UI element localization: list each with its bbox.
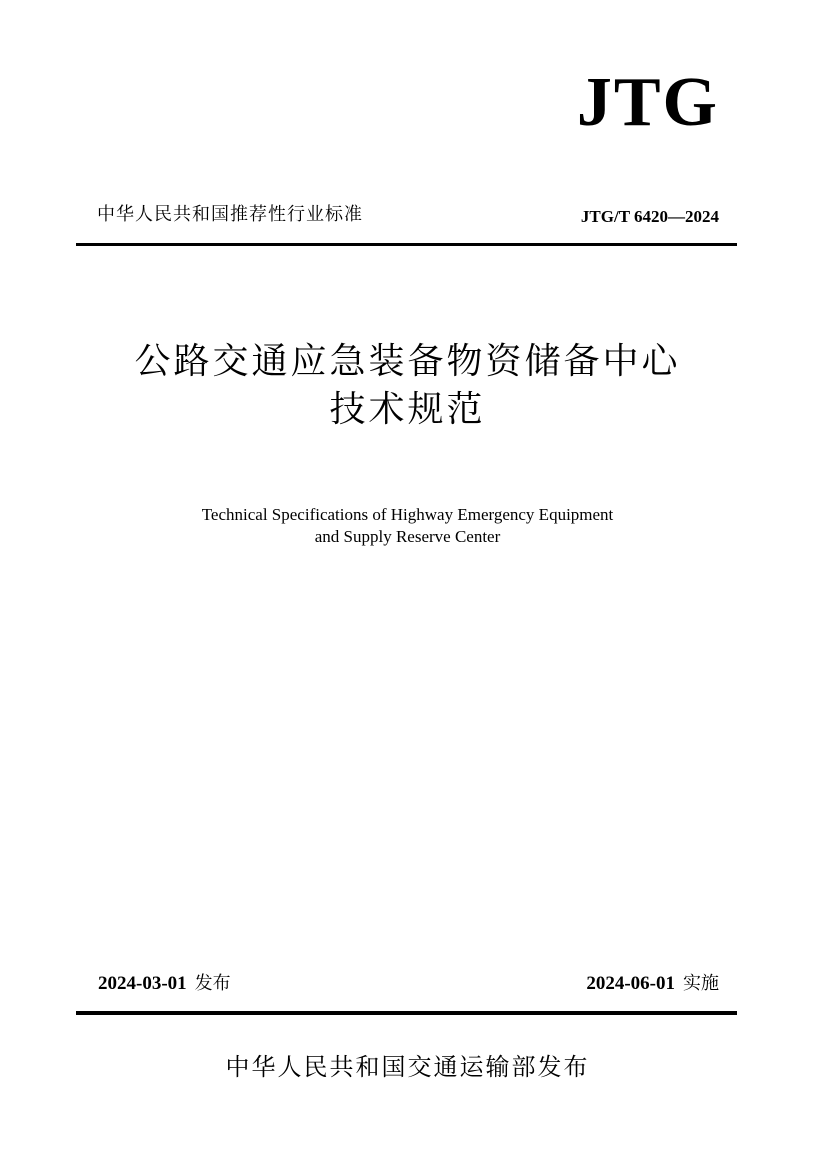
publish-info <box>98 972 231 995</box>
top-divider <box>76 243 737 246</box>
issuing-authority: 中华人民共和国交通运输部发布 <box>225 1053 590 1081</box>
effective-info <box>586 972 719 995</box>
title-line-2: 技术规范 <box>329 389 486 430</box>
publish-date: 2024-03-01 <box>98 973 187 994</box>
bottom-divider <box>76 1011 737 1015</box>
effective-date: 2024-06-01 <box>586 973 675 994</box>
standard-category: 中华人民共和国推荐性行业标准 <box>97 204 363 225</box>
document-title <box>0 338 815 434</box>
english-title <box>0 504 815 548</box>
effective-label: 实施 <box>683 973 719 994</box>
english-title-line-2: and Supply Reserve Center <box>314 527 501 546</box>
title-line-1: 公路交通应急装备物资储备中心 <box>134 341 681 382</box>
standard-code: JTG/T 6420—2024 <box>580 207 719 226</box>
english-title-line-1: Technical Specifications of Highway Emergency Equipment <box>201 505 614 524</box>
standard-logo: JTG <box>576 64 719 141</box>
publish-label: 发布 <box>194 973 231 994</box>
